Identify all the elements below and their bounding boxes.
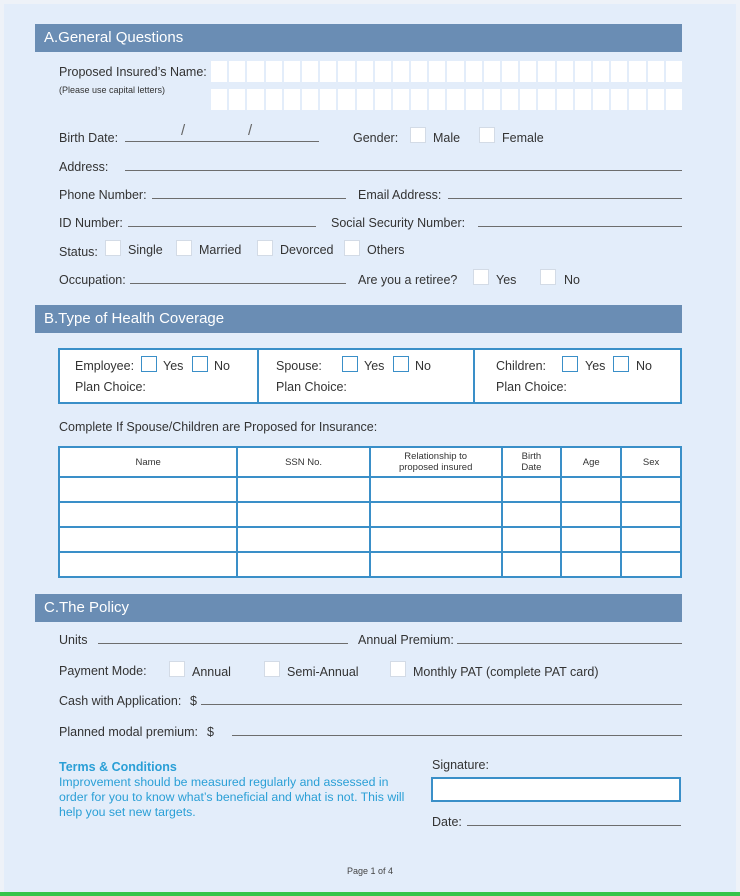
col-age-header: Age: [561, 447, 621, 477]
table-cell[interactable]: [561, 502, 621, 527]
coverage-divider: [257, 350, 259, 402]
insured-name-note: (Please use capital letters): [59, 85, 166, 95]
insured-name-boxes-row-1[interactable]: [211, 61, 682, 82]
signature-date-field[interactable]: [467, 825, 681, 826]
table-cell[interactable]: [59, 527, 237, 552]
id-number-label: ID Number:: [59, 216, 123, 230]
table-cell[interactable]: [621, 527, 681, 552]
children-label: Children:: [496, 359, 547, 373]
spouse-no-checkbox[interactable]: [393, 356, 409, 372]
married-label: Married: [199, 243, 242, 257]
table-cell[interactable]: [502, 477, 562, 502]
annual-premium-label: Annual Premium:: [358, 633, 454, 647]
cash-label: Cash with Application:: [59, 694, 182, 708]
single-label: Single: [128, 243, 163, 257]
married-checkbox[interactable]: [176, 240, 192, 256]
insured-name-label: Proposed Insured’s Name:: [59, 65, 207, 79]
children-yes-checkbox[interactable]: [562, 356, 578, 372]
col-birth-date-header: Birth Date: [502, 447, 562, 477]
retiree-label: Are you a retiree?: [358, 273, 458, 287]
retiree-yes-checkbox[interactable]: [473, 269, 489, 285]
table-cell[interactable]: [370, 502, 502, 527]
table-cell[interactable]: [370, 527, 502, 552]
devorced-checkbox[interactable]: [257, 240, 273, 256]
units-label: Units: [59, 633, 88, 647]
children-no-label: No: [636, 359, 652, 373]
page-number: Page 1 of 4: [346, 866, 394, 876]
table-cell[interactable]: [237, 527, 370, 552]
planned-premium-field[interactable]: [232, 735, 682, 736]
table-cell[interactable]: [502, 502, 562, 527]
others-label: Others: [367, 243, 405, 257]
table-cell[interactable]: [502, 527, 562, 552]
address-label: Address:: [59, 160, 109, 174]
units-field[interactable]: [98, 643, 348, 644]
others-checkbox[interactable]: [344, 240, 360, 256]
complete-note: Complete If Spouse/Children are Proposed for Insurance:: [59, 420, 378, 434]
male-label: Male: [433, 131, 461, 145]
spouse-yes-checkbox[interactable]: [342, 356, 358, 372]
children-no-checkbox[interactable]: [613, 356, 629, 372]
female-checkbox[interactable]: [479, 127, 495, 143]
children-yes-label: Yes: [585, 359, 606, 373]
address-field[interactable]: [125, 170, 682, 171]
status-label: Status:: [59, 245, 98, 259]
section-header-coverage: B.Type of Health Coverage: [35, 305, 682, 333]
dependents-table: [58, 446, 682, 578]
table-header-row: [59, 447, 681, 477]
employee-label: Employee:: [75, 359, 135, 373]
occupation-field[interactable]: [130, 283, 346, 284]
table-row: [59, 502, 681, 527]
table-cell[interactable]: [502, 552, 562, 577]
table-cell[interactable]: [59, 552, 237, 577]
gender-label: Gender:: [353, 131, 399, 145]
col-ssn-header: SSN No.: [237, 447, 370, 477]
employee-yes-label: Yes: [163, 359, 184, 373]
table-cell[interactable]: [621, 552, 681, 577]
table-cell[interactable]: [561, 527, 621, 552]
female-label: Female: [502, 131, 544, 145]
email-label: Email Address:: [358, 188, 442, 202]
date-separator: /: [181, 122, 186, 139]
single-checkbox[interactable]: [105, 240, 121, 256]
birth-date-label: Birth Date:: [59, 131, 119, 145]
table-cell[interactable]: [59, 477, 237, 502]
cash-field[interactable]: [201, 704, 682, 705]
employee-no-checkbox[interactable]: [192, 356, 208, 372]
children-plan-choice-label: Plan Choice:: [496, 380, 567, 394]
employee-yes-checkbox[interactable]: [141, 356, 157, 372]
payment-mode-label: Payment Mode:: [59, 664, 147, 678]
table-cell[interactable]: [237, 477, 370, 502]
monthly-label: Monthly PAT (complete PAT card): [413, 665, 599, 679]
col-name-header: Name: [59, 447, 237, 477]
spouse-no-label: No: [415, 359, 431, 373]
retiree-yes-label: Yes: [496, 273, 517, 287]
annual-checkbox[interactable]: [169, 661, 185, 677]
col-relationship-header: Relationship to proposed insured: [370, 447, 502, 477]
semi-annual-checkbox[interactable]: [264, 661, 280, 677]
table-cell[interactable]: [621, 477, 681, 502]
annual-label: Annual: [192, 665, 231, 679]
table-cell[interactable]: [370, 477, 502, 502]
id-number-field[interactable]: [128, 226, 316, 227]
date-separator: /: [248, 122, 253, 139]
coverage-divider: [473, 350, 475, 402]
spouse-label: Spouse:: [276, 359, 322, 373]
bottom-accent-bar: [0, 892, 740, 896]
table-cell[interactable]: [621, 502, 681, 527]
terms-text: Improvement should be measured regularly and assessed in order for you to know what’s beneficial and what is not. This will help you set new targets.: [59, 775, 405, 819]
col-sex-header: Sex: [621, 447, 681, 477]
table-row: [59, 527, 681, 552]
employee-plan-choice-label: Plan Choice:: [75, 380, 146, 394]
signature-label: Signature:: [432, 758, 489, 772]
semi-annual-label: Semi-Annual: [287, 665, 359, 679]
table-cell[interactable]: [561, 552, 621, 577]
table-row: [59, 552, 681, 577]
planned-premium-label: Planned modal premium:: [59, 725, 198, 739]
insured-name-boxes-row-2[interactable]: [211, 89, 682, 110]
monthly-checkbox[interactable]: [390, 661, 406, 677]
table-cell[interactable]: [561, 477, 621, 502]
date-label: Date:: [432, 815, 462, 829]
spouse-plan-choice-label: Plan Choice:: [276, 380, 347, 394]
planned-dollar-sign: $: [207, 725, 214, 739]
employee-no-label: No: [214, 359, 230, 373]
spouse-yes-label: Yes: [364, 359, 385, 373]
email-field[interactable]: [448, 198, 682, 199]
occupation-label: Occupation:: [59, 273, 126, 287]
table-cell[interactable]: [59, 502, 237, 527]
table-cell[interactable]: [370, 552, 502, 577]
annual-premium-field[interactable]: [457, 643, 682, 644]
table-cell[interactable]: [237, 502, 370, 527]
ssn-field[interactable]: [478, 226, 682, 227]
terms-title: Terms & Conditions: [59, 760, 177, 774]
devorced-label: Devorced: [280, 243, 334, 257]
table-cell[interactable]: [237, 552, 370, 577]
birth-date-field[interactable]: [125, 141, 319, 142]
retiree-no-label: No: [564, 273, 580, 287]
phone-field[interactable]: [152, 198, 346, 199]
retiree-no-checkbox[interactable]: [540, 269, 556, 285]
male-checkbox[interactable]: [410, 127, 426, 143]
signature-field[interactable]: [431, 777, 681, 802]
section-header-policy: C.The Policy: [35, 594, 682, 622]
phone-label: Phone Number:: [59, 188, 147, 202]
ssn-label: Social Security Number:: [331, 216, 466, 230]
table-row: [59, 477, 681, 502]
cash-dollar-sign: $: [190, 694, 197, 708]
section-header-general: A.General Questions: [35, 24, 682, 52]
